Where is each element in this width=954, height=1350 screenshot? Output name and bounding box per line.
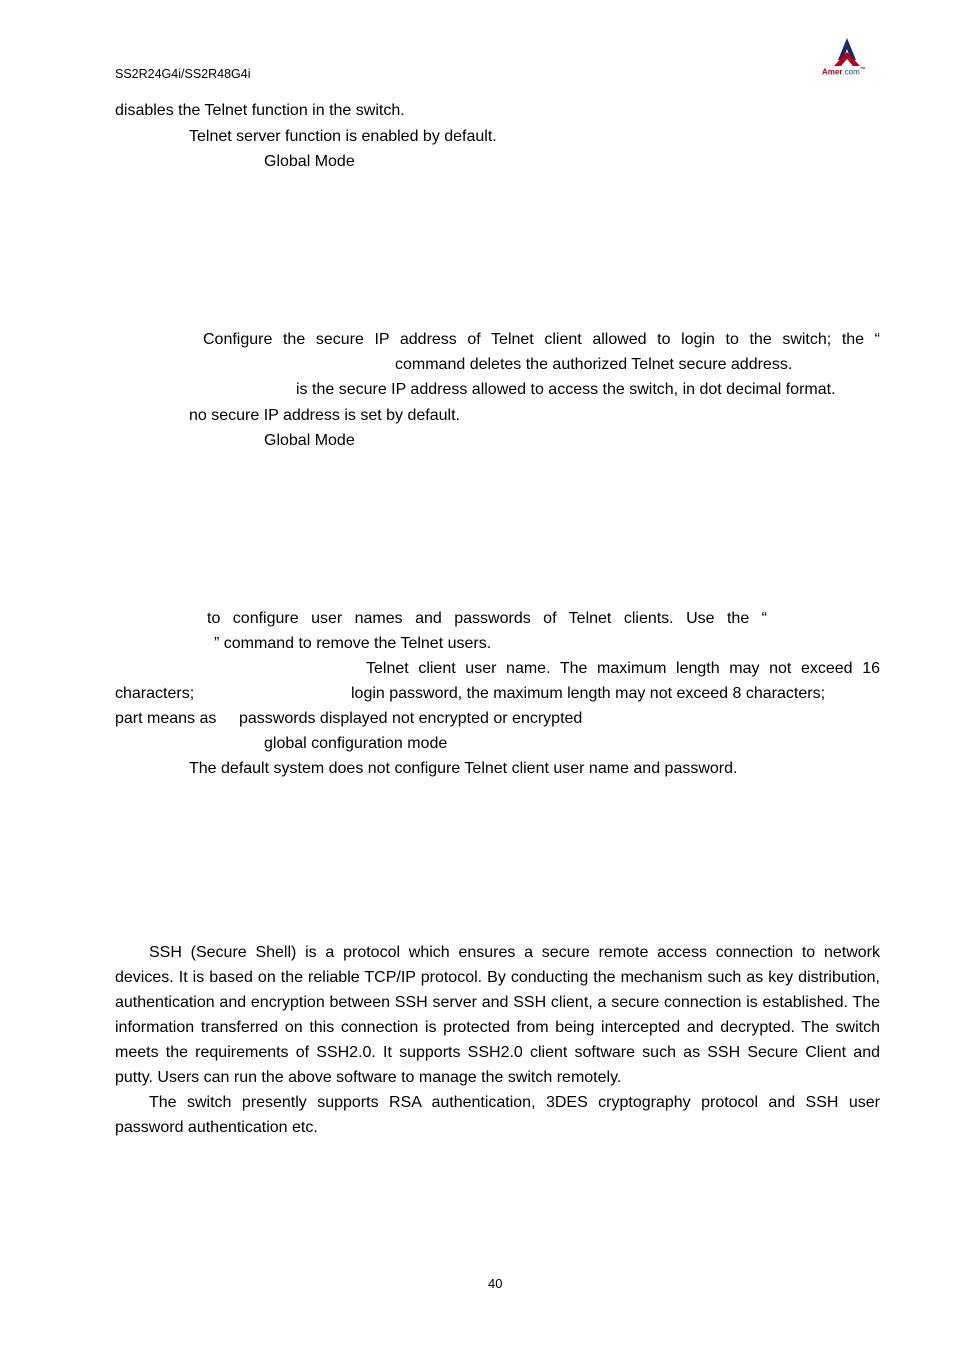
- secure-ip-parameter: is the secure IP address allowed to access the switch, in dot decimal format.: [296, 381, 836, 398]
- secure-ip-description: Configure the secure IP address of Telnet client allowed to login to the switch; the “: [203, 331, 880, 348]
- ssh-intro-paragraph: SSH (Secure Shell) is a protocol which ensures a secure remote access connection to network devices. It is based on the reliable TCP/IP protocol. By conducting the mechanism such as key distribution, authentication and encryption between SSH server and SSH client, a secure connection is established. The information transferred on this connection is protected from being intercepted and decrypted. The switch meets the requirements of SSH2.0. It supports SSH2.0 client software such as SSH Secure Client and putty. Users can run the above software to manage the switch remotely.: [115, 944, 880, 1086]
- telnet-user-description: to configure user names and passwords of Telnet clients. Use the “: [207, 610, 767, 627]
- telnet-user-characters: characters;: [115, 685, 195, 702]
- page-number: 40: [488, 1276, 503, 1291]
- telnet-server-default: Telnet server function is enabled by default.: [189, 128, 497, 145]
- telnet-user-password-param: login password, the maximum length may not exceed 8 characters;: [351, 685, 826, 702]
- secure-ip-default: no secure IP address is set by default.: [189, 407, 460, 424]
- document-id: SS2R24G4i/SS2R48G4i: [115, 67, 251, 81]
- telnet-user-no-command: ” command to remove the Telnet users.: [214, 635, 492, 652]
- telnet-user-part-label: part means as: [115, 710, 217, 727]
- telnet-user-encryption-param: passwords displayed not encrypted or encrypted: [239, 710, 583, 727]
- ssh-support-paragraph: The switch presently supports RSA authentication, 3DES cryptography protocol and SSH user password authentication etc.: [115, 1094, 880, 1136]
- telnet-user-username-param: Telnet client user name. The maximum length may not exceed 16: [366, 660, 880, 677]
- logo-mark-icon: [818, 36, 876, 68]
- telnet-server-mode: Global Mode: [264, 153, 355, 170]
- telnet-server-line: disables the Telnet function in the switch.: [115, 102, 405, 119]
- secure-ip-mode: Global Mode: [264, 432, 355, 449]
- amer-logo: [818, 36, 876, 82]
- telnet-user-mode: global configuration mode: [264, 735, 448, 752]
- telnet-user-default: The default system does not configure Telnet client user name and password.: [189, 760, 738, 777]
- logo-wordmark: Amer.com™: [822, 67, 866, 77]
- secure-ip-no-command: command deletes the authorized Telnet secure address.: [395, 356, 793, 373]
